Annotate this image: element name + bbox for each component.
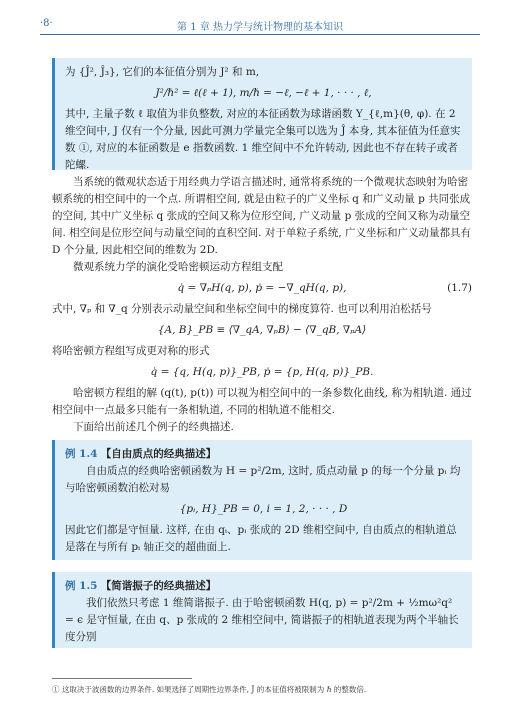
example-1-5-title: 【简谐振子的经典描述】: [100, 580, 217, 592]
para-phase-trajectory: 哈密顿方程组的解 (q(t), p(t)) 可以视为相空间中的一条参数化曲线, 称为相轨道. 通过相空间中一点最多只能有一条相轨道, 不同的相轨道不能相交.: [52, 387, 472, 416]
chapter-title: 第 1 章 热力学与统计物理的基本知识: [177, 22, 343, 33]
example-1-4-equation: {pᵢ, H}_PB = 0, i = 1, 2, · · · , D: [179, 503, 348, 515]
angular-momentum-box: [52, 58, 472, 170]
equation-poisson-bracket: {A, B}_PB ≡ ⟨∇_qA, ∇ₚB⟩ − ⟨∇_qB, ∇ₚA⟩: [157, 324, 367, 336]
main-text: [52, 174, 472, 436]
box1-equation: J²/ℏ² = ℓ(ℓ + 1), m/ℏ = −ℓ, −ℓ + 1, · · · , ℓ,: [155, 87, 372, 99]
para-hamilton-intro: 微观系统力学的演化受哈密顿运动方程组支配: [73, 261, 283, 273]
page-number: ·8·: [40, 18, 53, 29]
example-1-4-label: 例 1.4: [65, 448, 98, 460]
example-1-4-box: [52, 440, 472, 560]
example-1-5-label: 例 1.5: [65, 580, 98, 592]
footnote-rule: [52, 678, 192, 679]
equation-1-7-body: q̇ = ∇ₚH(q, p), ṗ = −∇_qH(q, p),: [177, 282, 347, 294]
example-1-5-box: [52, 572, 472, 648]
equation-1-7: [52, 280, 472, 297]
page-header: [40, 14, 480, 32]
para-phase-space: 当系统的微观状态适于用经典力学语言描述时, 通常将系统的一个微观状态映射为哈密顿系统的相空间中的一个点. 所谓相空间, 就是由粒子的广义坐标 q 和广义动量 p 共同张成的空间, 其中广义坐标 q 张成的空间又称为位形空间, 广义动量 p 张成的空间又称为动量空间. 相空间是位形空间与动量空间的直积空间. 对于单粒子系统, 广义坐标和广义动量都具有 D 个分量, 因此相空间的维数为 2D.: [52, 176, 472, 256]
para-symmetric: 将哈密顿方程组写成更对称的形式: [52, 345, 210, 357]
header-rule: [40, 34, 480, 35]
example-1-5-text1: 我们依然只考虑 1 维简谐振子. 由于哈密顿函数 H(q, p) = p²/2m + ½mω²q² = ϵ 是守恒量, 在由 q、p 张成的 2 维相空间中, 简谐振子的相轨道表现为两个半轴长度分别: [65, 597, 459, 643]
footnote: ① 这取决于波函数的边界条件. 如果选择了周期性边界条件, Ĵ 的本征值将被限制为 ℏ 的整数倍.: [52, 685, 367, 694]
box1-body: 其中, 主量子数 ℓ 取值为非负整数, 对应的本征函数为球谐函数 Y_{ℓ,m}(θ, φ). 在 2 维空间中, J 仅有一个分量, 因此可测力学量完全集可以选为 Ĵ 本身, 其本征值为任意实数 ①, 对应的本征函数是 e 指数函数. 1 维空间中不允许转动, 因此也不存在转子或者陀螺.: [65, 108, 461, 171]
equation-number: (1.7): [447, 282, 472, 294]
para-gradient: 式中, ∇ₚ 和 ∇_q 分别表示动量空间和坐标空间中的梯度算符. 也可以利用泊松括号: [52, 303, 432, 315]
box1-intro: 为 {Ĵ², Ĵ₃}, 它们的本征值分别为 J² 和 m,: [65, 66, 260, 78]
equation-symmetric: q̇ = {q, H(q, p)}_PB, ṗ = {p, H(q, p)}_PB.: [150, 366, 374, 378]
para-examples-intro: 下面给出前述几个例子的经典描述.: [73, 421, 234, 433]
example-1-4-text2: 因此它们都是守恒量. 这样, 在由 qᵢ、pᵢ 张成的 2D 维相空间中, 自由质点的相轨道总是落在与所有 pᵢ 轴正交的超曲面上.: [65, 524, 457, 553]
example-1-4-title: 【自由质点的经典描述】: [100, 448, 217, 460]
example-1-4-text1: 自由质点的经典哈密顿函数为 H = p²/2m, 这时, 质点动量 p 的每一个分量 pᵢ 均与哈密顿函数泊松对易: [65, 465, 461, 494]
